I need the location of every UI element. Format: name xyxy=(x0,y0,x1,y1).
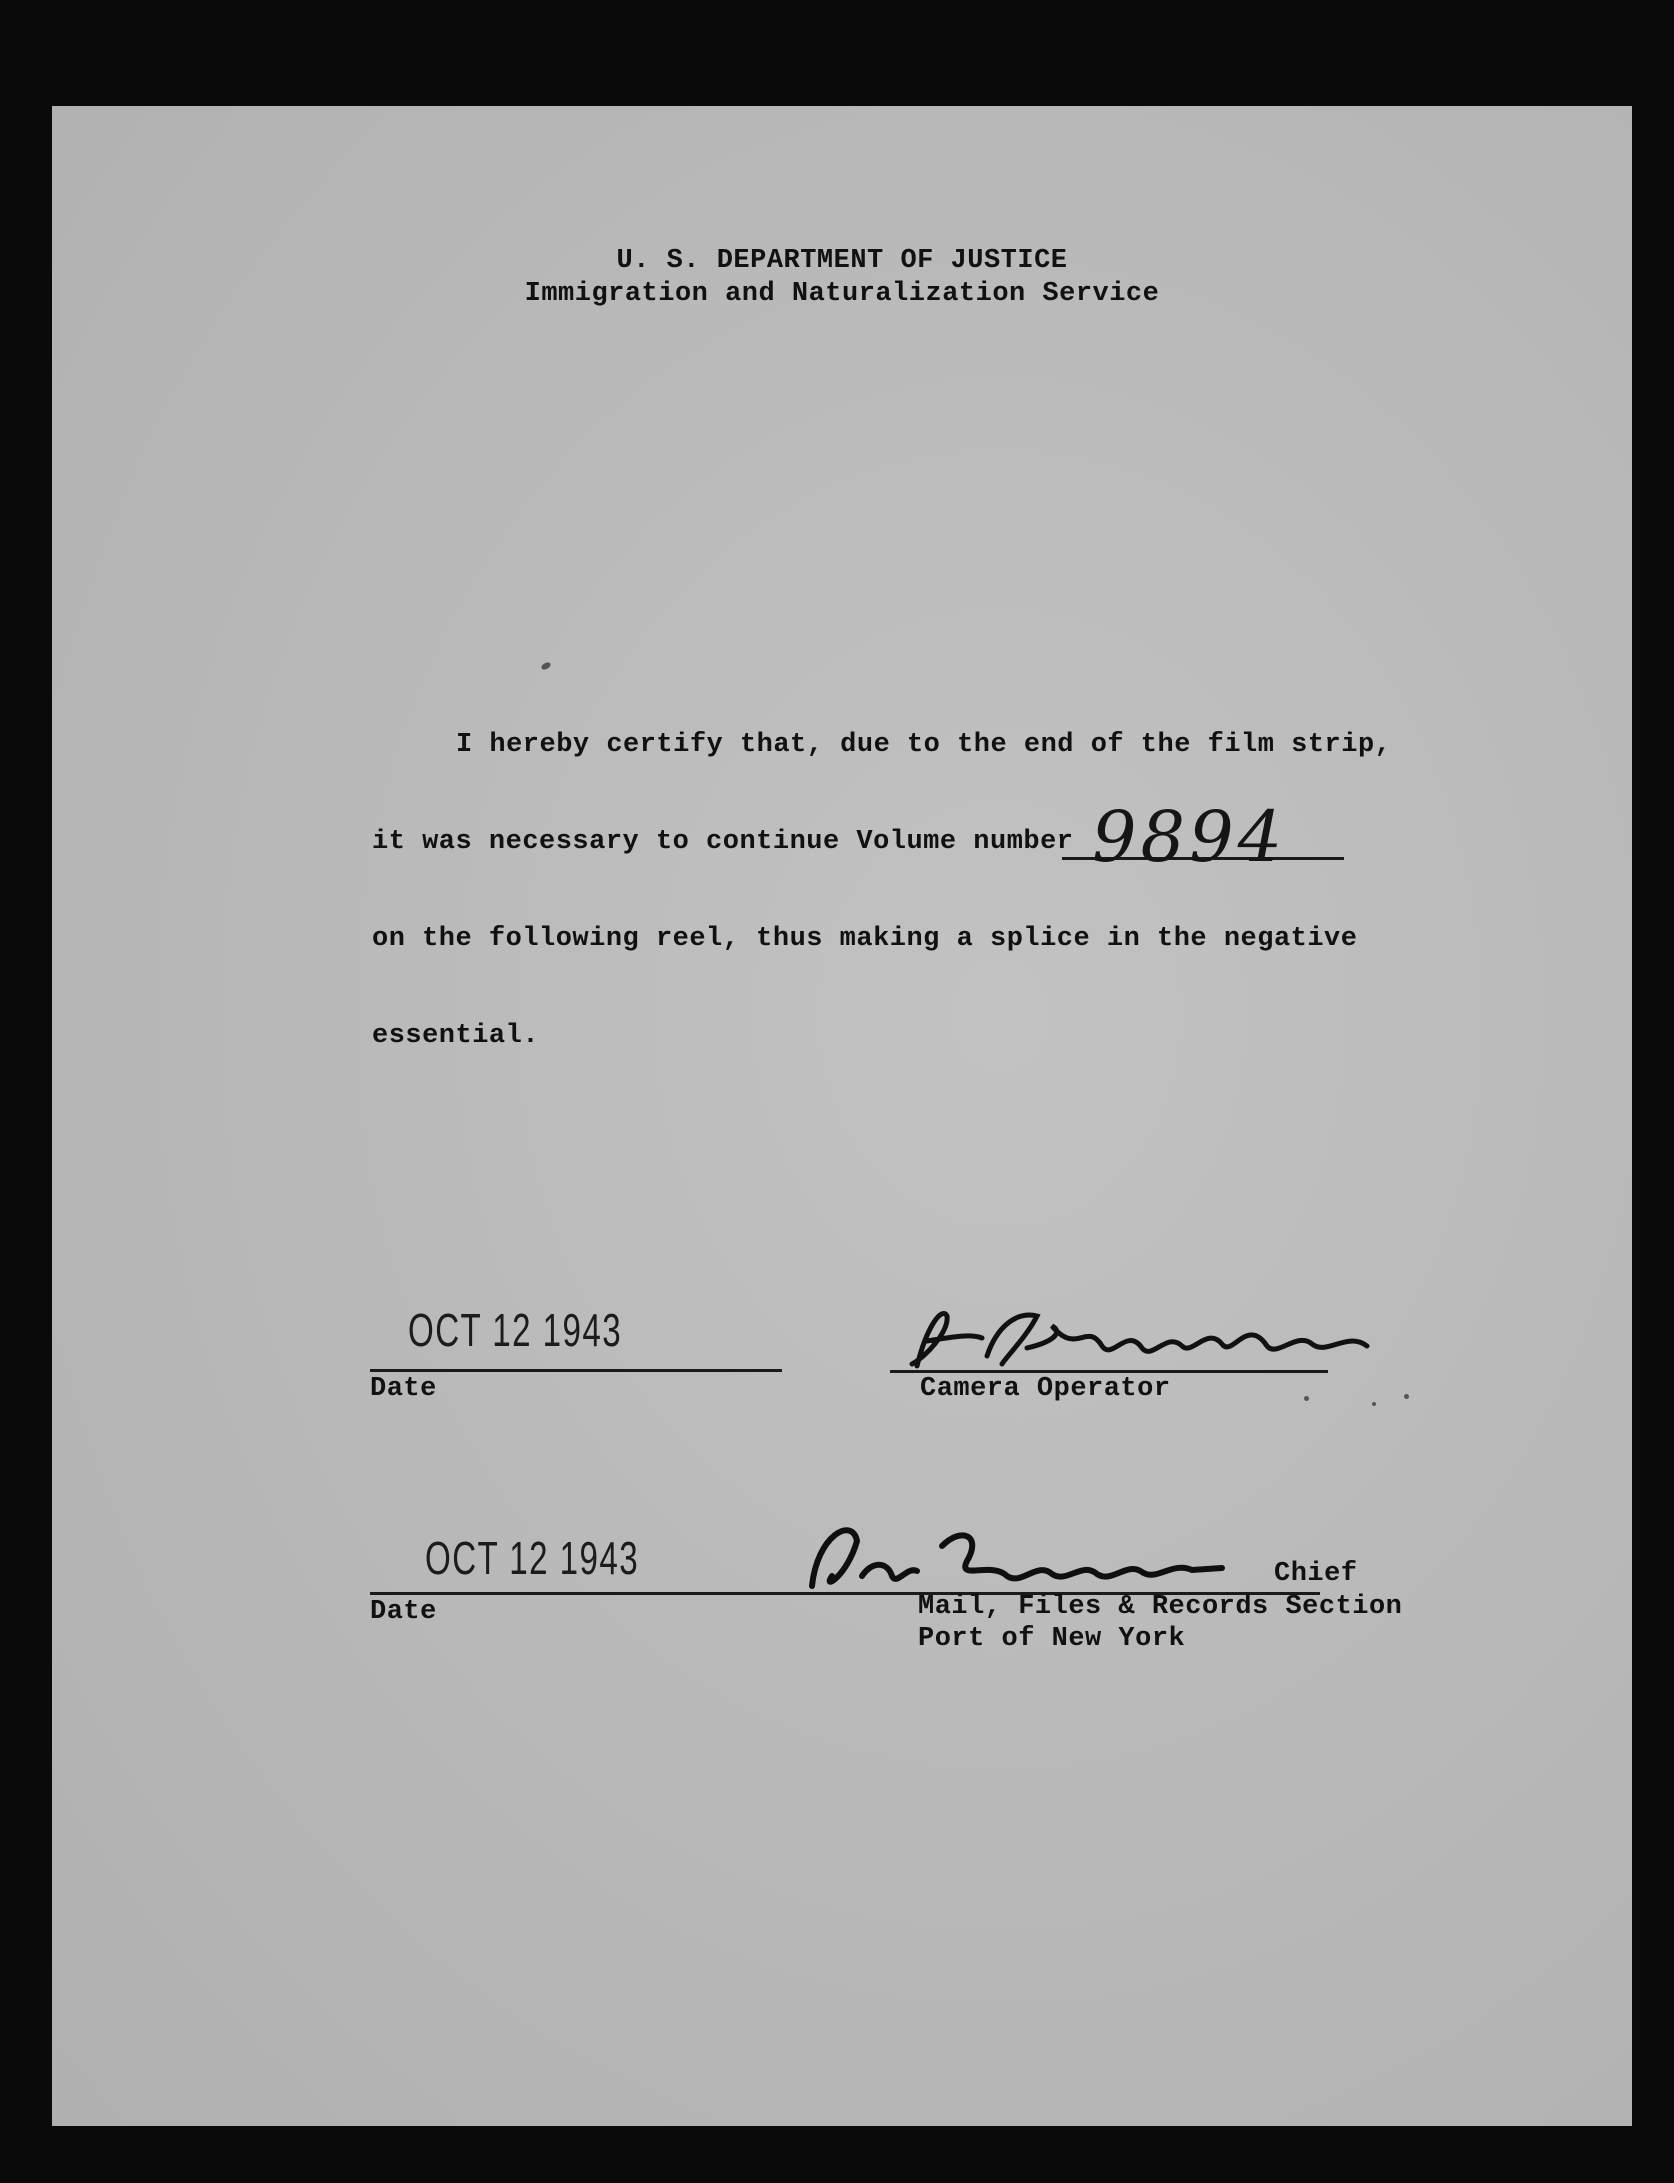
ink-speck xyxy=(540,661,552,671)
agency-heading: U. S. DEPARTMENT OF JUSTICE xyxy=(616,246,1068,276)
certification-line-4: essential. xyxy=(372,1021,540,1051)
chief-section-label: Mail, Files & Records Section xyxy=(918,1592,1403,1622)
ink-speck xyxy=(1304,1396,1309,1401)
chief-date-label: Date xyxy=(370,1597,437,1627)
camera-date-label: Date xyxy=(370,1374,437,1404)
chief-date-stamp: OCT 12 1943 xyxy=(425,1532,640,1584)
certification-line-1: I hereby certify that, due to the end of the film strip, xyxy=(456,730,1392,760)
camera-date-stamp: OCT 12 1943 xyxy=(408,1304,623,1356)
camera-date-line xyxy=(370,1369,782,1372)
service-heading: Immigration and Naturalization Service xyxy=(524,279,1160,309)
camera-operator-label: Camera Operator xyxy=(920,1374,1171,1404)
volume-number-handwritten: 9894 xyxy=(1092,796,1287,878)
ink-speck xyxy=(1372,1402,1376,1406)
certification-line-2: it was necessary to continue Volume number xyxy=(372,827,1074,857)
ink-speck xyxy=(1404,1394,1409,1399)
chief-signature xyxy=(792,1506,1292,1606)
chief-port-label: Port of New York xyxy=(918,1624,1186,1654)
document-page xyxy=(52,106,1632,2126)
certification-line-3: on the following reel, thus making a splice in the negative xyxy=(372,924,1358,954)
chief-title-label: Chief xyxy=(1274,1559,1358,1589)
camera-signature-line xyxy=(890,1370,1328,1373)
